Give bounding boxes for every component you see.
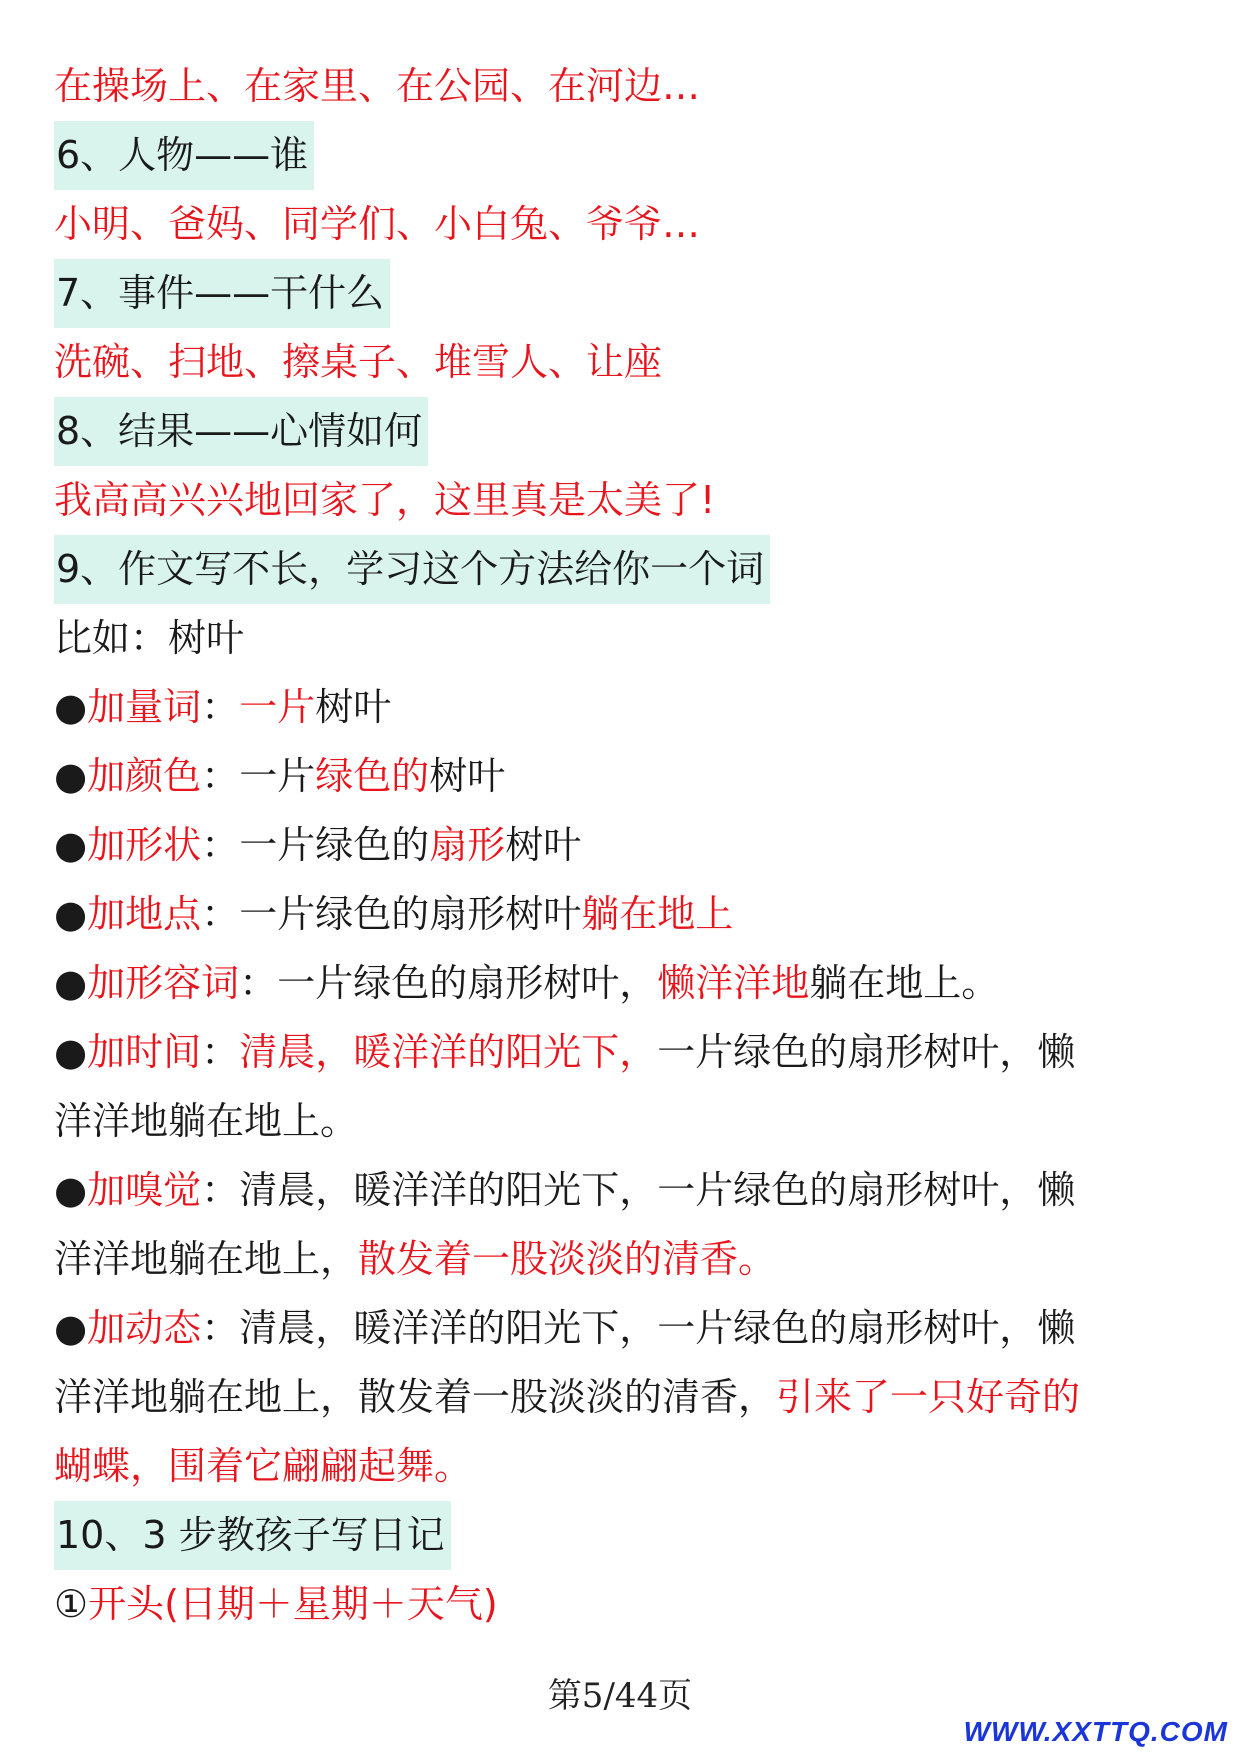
watermark: WWW.XXTTQ.COM [963,1716,1228,1747]
page-content [54,52,1194,1639]
bullet-dot-icon: ● [54,823,88,867]
heading-10: 10、3 步教孩子写日记 [54,1501,451,1570]
heading-7: 7、事件——干什么 [54,259,390,328]
circled-one-icon: ① [54,1582,89,1626]
bullet-motion-cont2: 蝴蝶，围着它翩翩起舞。 [54,1444,473,1488]
heading-8: 8、结果——心情如何 [54,397,428,466]
heading-9: 9、作文写不长，学习这个方法给你一个词 [54,535,770,604]
bullet-dot-icon: ● [54,1306,88,1350]
place-examples: 在操场上、在家里、在公园、在河边… [54,64,701,108]
bullet-dot-icon: ● [54,1168,88,1212]
bullet-motion: ●加动态：清晨，暖洋洋的阳光下，一片绿色的扇形树叶，懒 [54,1306,1076,1350]
event-examples: 洗碗、扫地、擦桌子、堆雪人、让座 [54,340,663,384]
bullet-time: ●加时间：清晨，暖洋洋的阳光下，一片绿色的扇形树叶，懒 [54,1030,1076,1074]
character-examples: 小明、爸妈、同学们、小白兔、爷爷… [54,202,701,246]
result-example: 我高高兴兴地回家了，这里真是太美了! [54,478,716,522]
page-number: 第5/44页 [547,1676,693,1716]
heading-6: 6、人物——谁 [54,121,314,190]
bullet-time-cont: 洋洋地躺在地上。 [54,1099,359,1143]
bullet-smell-cont: 洋洋地躺在地上，散发着一股淡淡的清香。 [54,1237,777,1281]
bullet-motion-cont: 洋洋地躺在地上，散发着一股淡淡的清香，引来了一只好奇的 [54,1375,1081,1419]
bullet-dot-icon: ● [54,892,88,936]
bullet-shape: ●加形状：一片绿色的扇形树叶 [54,823,582,867]
bullet-smell: ●加嗅觉：清晨，暖洋洋的阳光下，一片绿色的扇形树叶，懒 [54,1168,1076,1212]
bullet-adjective: ●加形容词：一片绿色的扇形树叶，懒洋洋地躺在地上。 [54,961,1000,1005]
bullet-color: ●加颜色：一片绿色的树叶 [54,754,506,798]
bullet-dot-icon: ● [54,754,88,798]
bullet-dot-icon: ● [54,1030,88,1074]
diary-step-1: ①开头(日期＋星期＋天气) [54,1582,498,1626]
bullet-dot-icon: ● [54,961,88,1005]
bullet-place: ●加地点：一片绿色的扇形树叶躺在地上 [54,892,734,936]
bullet-dot-icon: ● [54,685,88,729]
example-word: 比如：树叶 [54,616,245,660]
bullet-quantifier: ●加量词：一片树叶 [54,685,392,729]
